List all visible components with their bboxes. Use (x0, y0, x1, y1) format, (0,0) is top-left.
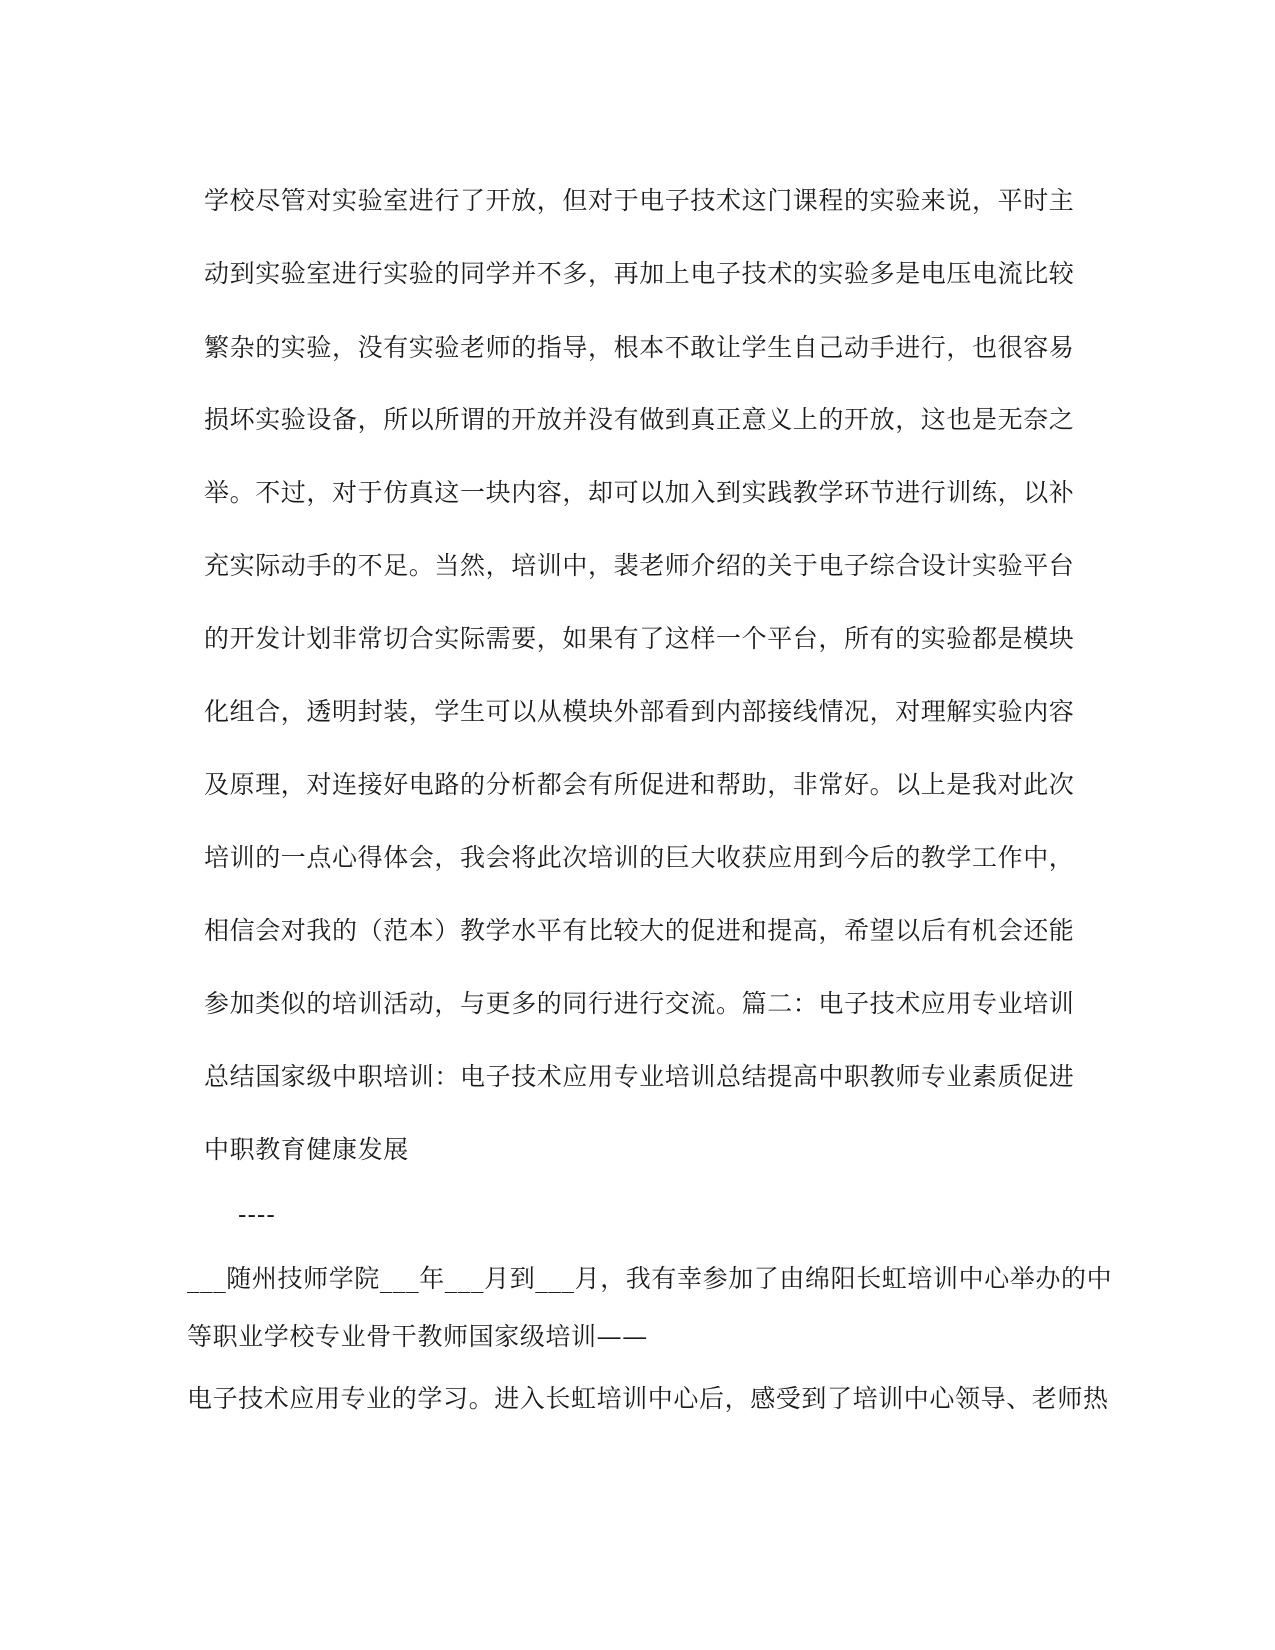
body2-line-3: 电子技术应用专业的学习。进入长虹培训中心后，感受到了培训中心领导、老师热 (187, 1384, 1109, 1413)
body2-line-1: ___随州技师学院___年___月到___月，我有幸参加了由绵阳长虹培训中心举办的中 (187, 1264, 1113, 1293)
body-line-9: 及原理，对连接好电路的分析都会有所促进和帮助，非常好。以上是我对此次 (204, 770, 1075, 799)
body-line-8: 化组合，透明封装，学生可以从模块外部看到内部接线情况，对理解实验内容 (204, 697, 1075, 726)
body-line-6: 充实际动手的不足。当然，培训中，裴老师介绍的关于电子综合设计实验平台 (204, 551, 1075, 580)
body-line-5: 举。不过，对于仿真这一块内容，却可以加入到实践教学环节进行训练，以补 (204, 478, 1075, 507)
body-line-7: 的开发计划非常切合实际需要，如果有了这样一个平台，所有的实验都是模块 (204, 624, 1075, 653)
body-line-1: 学校尽管对实验室进行了开放，但对于电子技术这门课程的实验来说，平时主 (204, 186, 1075, 215)
body-line-10: 培训的一点心得体会，我会将此次培训的巨大收获应用到今后的教学工作中， (204, 843, 1075, 872)
body-line-12: 参加类似的培训活动，与更多的同行进行交流。篇二：电子技术应用专业培训 (204, 989, 1075, 1018)
body2-line-2: 等职业学校专业骨干教师国家级培训—— (187, 1322, 648, 1351)
body-line-3: 繁杂的实验，没有实验老师的指导，根本不敢让学生自己动手进行，也很容易 (204, 333, 1075, 362)
body-line-13: 总结国家级中职培训：电子技术应用专业培训总结提高中职教师专业素质促进 (204, 1062, 1075, 1091)
body-line-11: 相信会对我的（范本）教学水平有比较大的促进和提高，希望以后有机会还能 (204, 916, 1075, 945)
body-line-2: 动到实验室进行实验的同学并不多，再加上电子技术的实验多是电压电流比较 (204, 259, 1075, 288)
body-line-4: 损坏实验设备，所以所谓的开放并没有做到真正意义上的开放，这也是无奈之 (204, 405, 1075, 434)
separator-dashes: ---- (238, 1200, 276, 1229)
body-line-14: 中职教育健康发展 (204, 1135, 409, 1164)
